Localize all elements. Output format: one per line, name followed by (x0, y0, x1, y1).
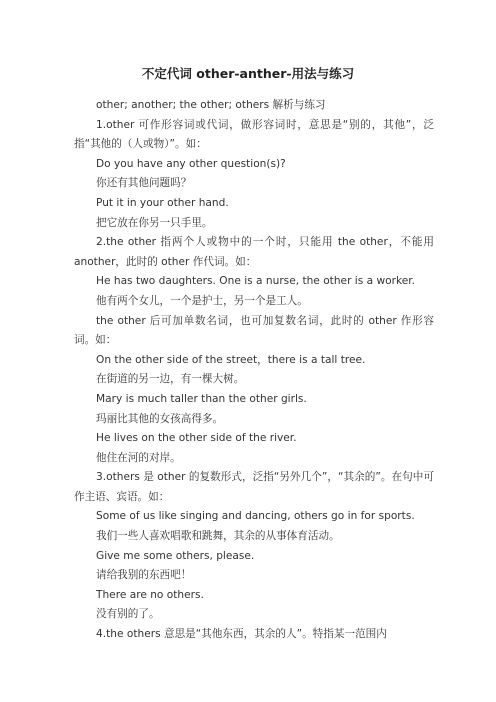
translation: 你还有其他问题吗？ (96, 177, 192, 190)
example-sentence: Do you have any other question(s)? (96, 157, 286, 170)
translation: 在街道的另一边，有一棵大树。 (96, 373, 245, 386)
translation: 他有两个女儿，一个是护士，另一个是工人。 (96, 294, 308, 307)
example-sentence: Some of us like singing and dancing, others go in for sports. (96, 510, 415, 523)
document-body (74, 96, 434, 645)
example-sentence: He has two daughters. One is a nurse, the other is a worker. (96, 275, 416, 288)
example-sentence: There are no others. (96, 588, 204, 601)
translation: 他住在河的对岸。 (96, 451, 181, 464)
document-title: 不定代词 other-anther-用法与练习 (141, 66, 355, 81)
translation: 请给我别的东西吧！ (96, 569, 192, 582)
paragraph: 4.the others 意思是“其他东西，其余的人”。特指某一范围内 (96, 628, 387, 641)
example-sentence: He lives on the other side of the river. (96, 432, 297, 445)
paragraph: 3.others 是 other 的复数形式，泛指“另外几个”，“其余的”。在句中可作主语、宾语。如： (74, 471, 434, 503)
translation: 把它放在你另一只手里。 (96, 216, 213, 229)
example-sentence: Give me some others, please. (96, 549, 255, 562)
example-sentence: Put it in your other hand. (96, 196, 229, 209)
translation: 没有别的了。 (96, 608, 160, 621)
paragraph: the other 后可加单数名词，也可加复数名词，此时的 other 作形容词。如： (74, 314, 434, 347)
paragraph: 2.the other 指两个人或物中的一个时，只能用 the other，不能用 another，此时的 other 作代词。如： (74, 236, 434, 268)
example-sentence: On the other side of the street，there is a tall tree. (96, 353, 366, 366)
paragraph: other; another; the other; others 解析与练习 (96, 99, 326, 111)
example-sentence: Mary is much taller than the other girls. (96, 392, 307, 405)
paragraph: 1.other 可作形容词或代词，做形容词时，意思是“别的，其他”，泛指“其他的（人或物）”。如： (74, 118, 434, 151)
translation: 我们一些人喜欢唱歌和跳舞，其余的从事体育活动。 (96, 530, 340, 543)
translation: 玛丽比其他的女孩高得多。 (96, 412, 224, 425)
